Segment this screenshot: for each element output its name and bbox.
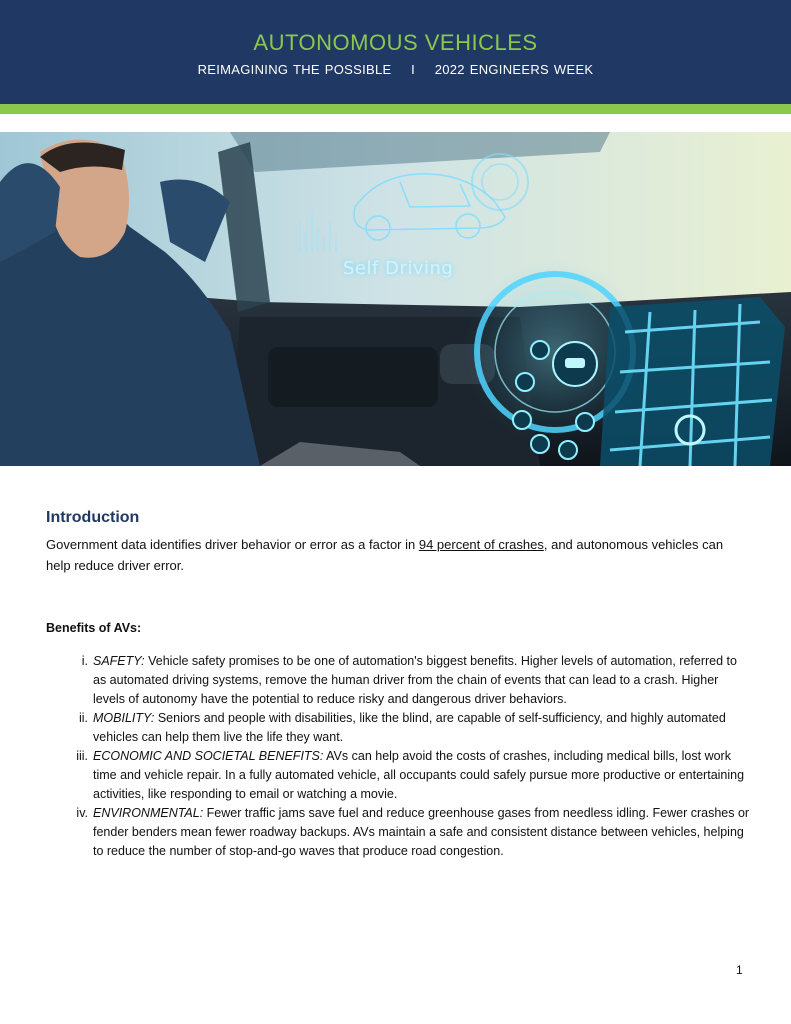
list-item-number: i.: [81, 654, 88, 668]
benefits-heading: Benefits of AVs:: [46, 621, 142, 635]
list-item-category: MOBILITY:: [93, 711, 155, 725]
list-item-number: iii.: [76, 749, 88, 763]
hero-image: [0, 132, 791, 466]
list-item: [60, 804, 750, 861]
intro-text-after: , and autonomous vehicles can help reduce driver error.: [46, 537, 724, 573]
self-driving-car-illustration: [0, 132, 791, 466]
introduction-paragraph: [46, 534, 746, 576]
list-item-number: iv.: [76, 806, 88, 820]
introduction-heading: Introduction: [46, 509, 140, 526]
list-item: [60, 652, 750, 709]
list-item-text: Vehicle safety promises to be one of automation's biggest benefits. Higher levels of automation, referred to as automated driving systems, remove the human driver from the chain of events that can lead to a crash. Higher levels of autonomy have the potential to reduce risky and dangerous driver behaviors.: [93, 654, 737, 706]
list-item-text: Fewer traffic jams save fuel and reduce greenhouse gases from needless idling. Fewer crashes or fender benders mean fewer roadway backups. AVs maintain a safe and consistent distance between vehicles, helping to reduce the number of stop-and-go waves that produce road congestion.: [93, 806, 750, 858]
list-item: [60, 747, 750, 804]
crash-statistic-link[interactable]: 94 percent of crashes: [418, 537, 544, 552]
list-item-number: ii.: [78, 711, 88, 725]
header-band: [0, 0, 791, 104]
self-driving-hud-label: Self Driving: [343, 258, 454, 279]
list-item-text: Seniors and people with disabilities, like the blind, are capable of self-sufficiency, and highly automated vehicles can help them live the life they want.: [93, 711, 726, 744]
header-accent-stripe: [0, 104, 791, 114]
benefits-list: [60, 652, 750, 861]
intro-text-before: Government data identifies driver behavior or error as a factor in: [46, 537, 419, 552]
page-number: 1: [736, 963, 743, 977]
list-item: [60, 709, 750, 747]
list-item-category: ECONOMIC AND SOCIETAL BENEFITS:: [93, 749, 324, 763]
list-item-text: AVs can help avoid the costs of crashes, including medical bills, lost work time and vehicle repair. In a fully automated vehicle, all occupants could safely pursue more productive or entertaining activities, like responding to email or watching a movie.: [93, 749, 745, 801]
document-subtitle: REIMAGINING THE POSSIBLE I 2022 ENGINEERS WEEK: [197, 62, 594, 77]
document-title: AUTONOMOUS VEHICLES: [253, 30, 538, 55]
list-item-category: SAFETY:: [93, 654, 145, 668]
list-item-category: ENVIRONMENTAL:: [93, 806, 204, 820]
